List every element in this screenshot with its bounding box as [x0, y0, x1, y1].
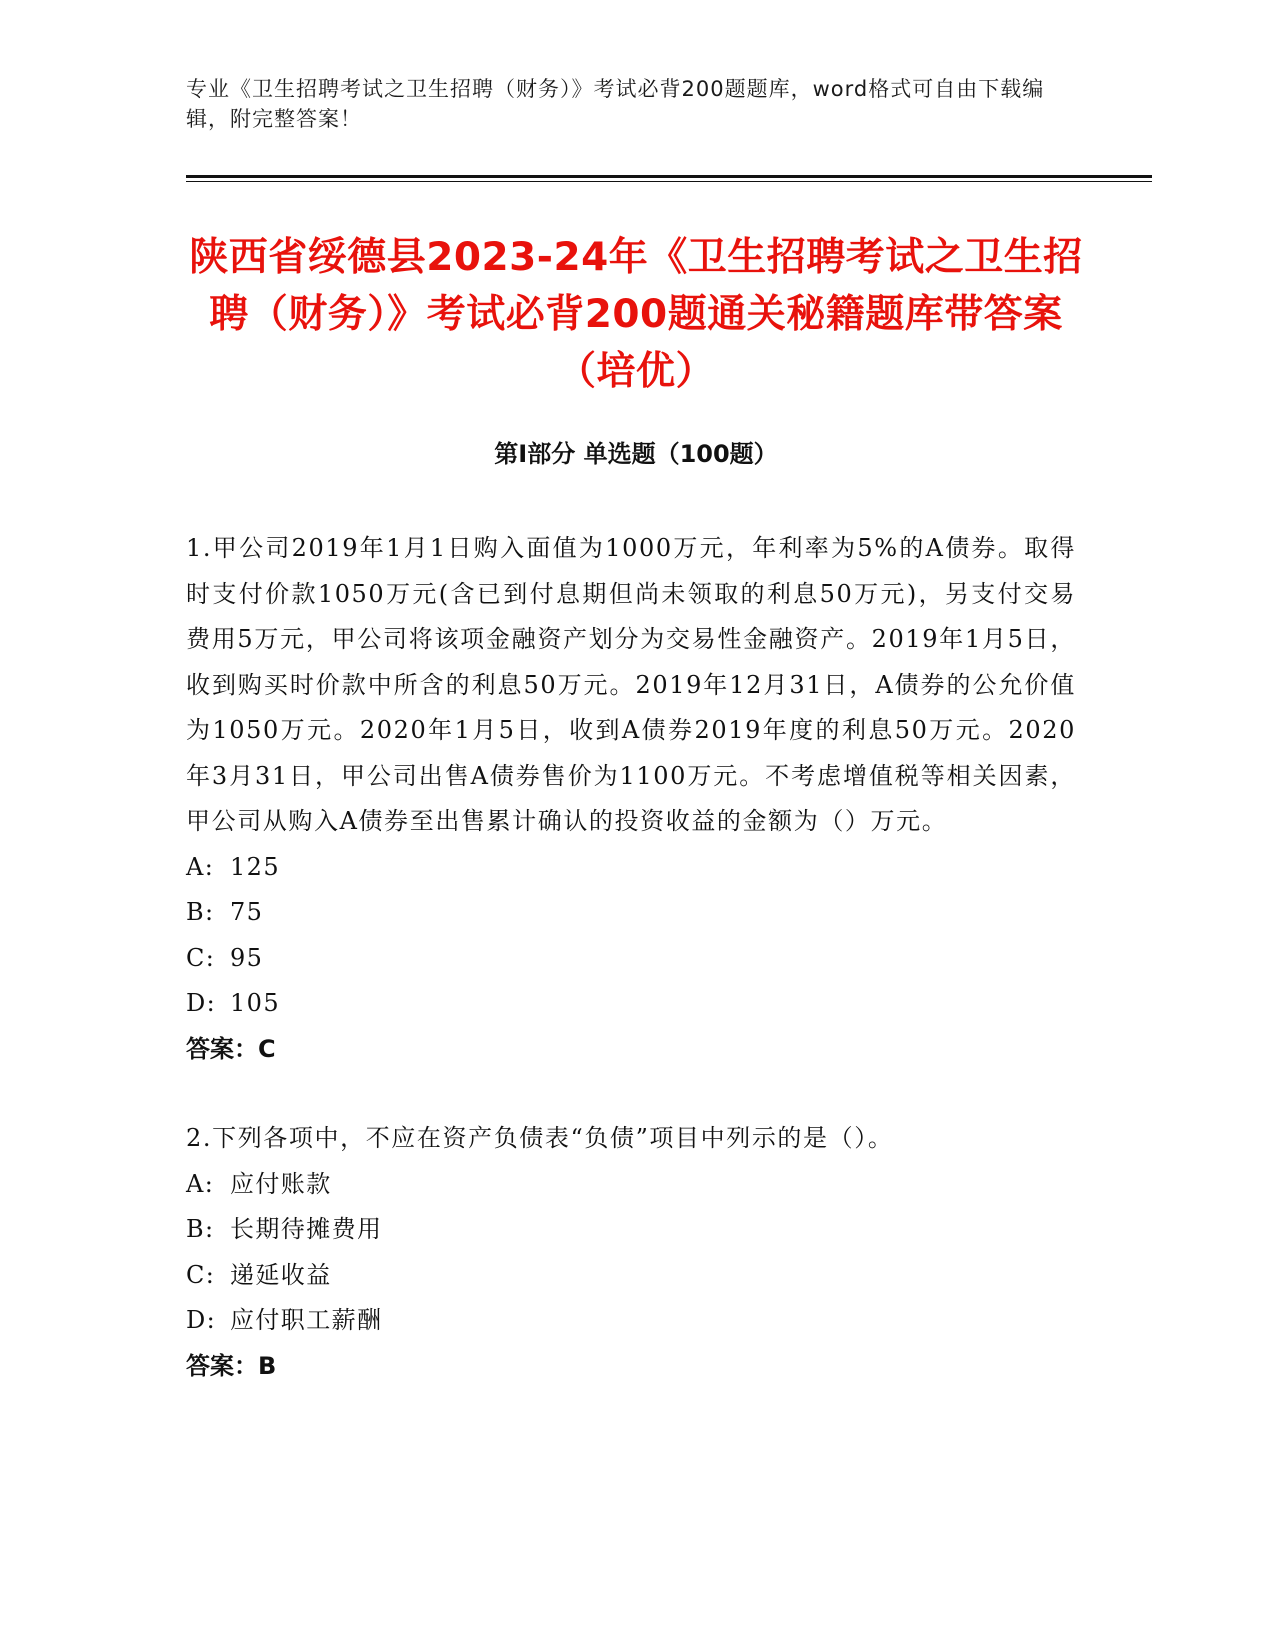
document-title: 陕西省绥德县2023-24年《卫生招聘考试之卫生招聘（财务）》考试必背200题通关秘籍题库带答案（培优）: [189, 235, 1083, 394]
option-key: D:: [186, 1306, 217, 1334]
option-text: 105: [230, 989, 281, 1017]
option-text: 应付职工薪酬: [230, 1306, 383, 1334]
option-text: 递延收益: [230, 1260, 332, 1289]
section-heading: 第Ⅰ部分 单选题（100题）: [494, 440, 778, 468]
option-text: 125: [230, 852, 281, 881]
option-c: [186, 936, 1076, 982]
option-text: 应付账款: [230, 1169, 332, 1198]
option-d: [186, 1298, 1076, 1344]
option-text: 75: [230, 898, 264, 926]
question-stem: 1.甲公司2019年1月1日购入面值为1000万元，年利率为5%的A债券。取得时支付价款1050万元(含已到付息期但尚未领取的利息50万元)，另支付交易费用5万元，甲公司将该项金融资产划分为交易性金融资产。2019年1月5日，收到购买时价款中所含的利息50万元。2019年12月31日，A债券的公允价值为1050万元。2020年1月5日，收到A债券2019年度的利息50万元。2020年3月31日，甲公司出售A债券售价为1100万元。不考虑增值税等相关因素，甲公司从购入A债券至出售累计确认的投资收益的金额为（）万元。: [186, 534, 1076, 835]
option-b: [186, 1207, 1076, 1253]
question-2: [186, 1116, 1076, 1389]
option-key: C:: [186, 1260, 216, 1289]
option-key: A:: [186, 852, 215, 881]
option-d: [186, 981, 1076, 1027]
option-c: [186, 1253, 1076, 1299]
option-key: A:: [186, 1169, 215, 1198]
question-stem: 2.下列各项中，不应在资产负债表“负债”项目中列示的是（）。: [186, 1124, 894, 1152]
option-key: C:: [186, 943, 216, 972]
option-a: [186, 1162, 1076, 1208]
option-key: D:: [186, 989, 217, 1017]
header-note: 专业《卫生招聘考试之卫生招聘（财务）》考试必背200题题库，word格式可自由下载编辑，附完整答案！: [186, 77, 1045, 131]
option-text: 95: [230, 943, 264, 972]
question-list: [186, 526, 1076, 1433]
header-divider-thin: [186, 181, 1152, 182]
option-a: [186, 845, 1076, 891]
option-key: B:: [186, 898, 215, 926]
header-divider-thick: [186, 175, 1152, 178]
question-1: [186, 526, 1076, 1072]
answer: 答案：B: [186, 1351, 277, 1380]
answer: 答案：C: [186, 1034, 276, 1063]
option-text: 长期待摊费用: [230, 1215, 383, 1243]
option-key: B:: [186, 1215, 215, 1243]
option-b: [186, 890, 1076, 936]
